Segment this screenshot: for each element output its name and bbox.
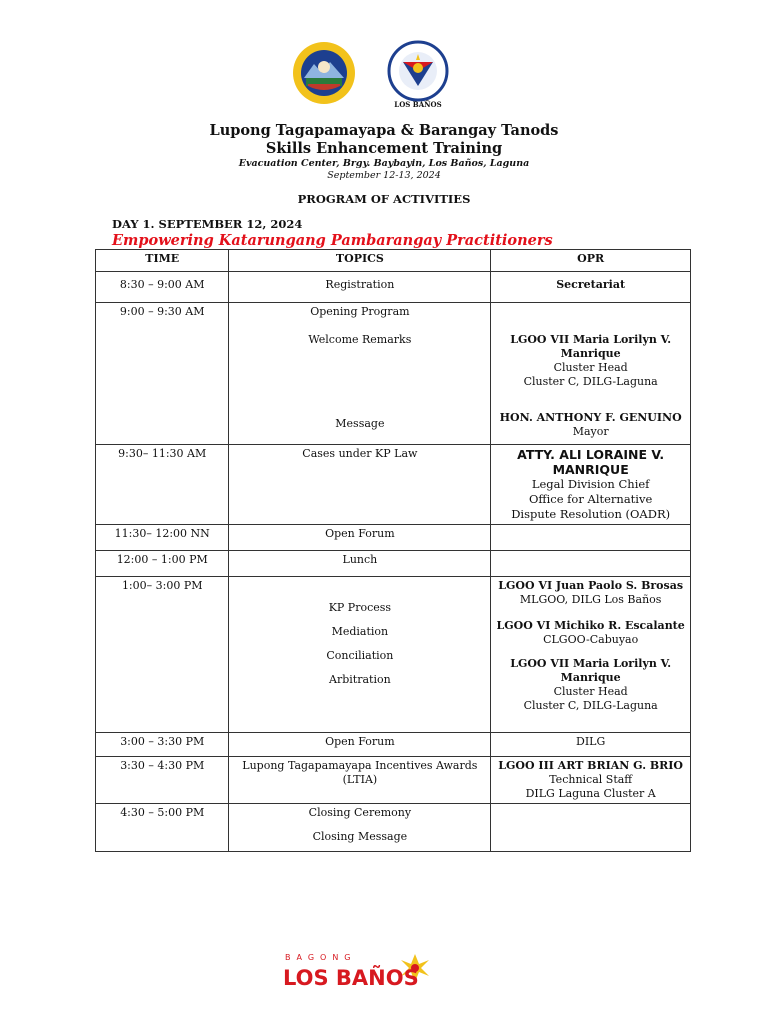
seal-caption: LOS BAÑOS [394,100,442,109]
opr-cell [491,525,691,551]
opr-role: Cluster Head [553,361,628,374]
opr-office: Dispute Resolution (OADR) [511,507,671,521]
table-row [96,272,691,303]
opr-cell [491,445,691,525]
table-row [96,804,691,852]
table-header-row [96,250,691,272]
opr-name: LGOO VI Juan Paolo S. Brosas [498,579,684,592]
topic-text: Opening Program [310,305,410,318]
time-text: 12:00 – 1:00 PM [116,553,208,566]
table-row [96,757,691,804]
table-row [96,551,691,577]
table-row [96,445,691,525]
bagong-los-banos-logo [283,950,433,990]
time-text: 4:30 – 5:00 PM [120,806,205,819]
time-text: 9:30– 11:30 AM [118,447,207,460]
opr-name: LGOO VII Maria Lorilyn V. Manrique [510,657,672,684]
time-text: 9:00 – 9:30 AM [119,305,205,318]
topic-cell [229,757,491,804]
opr-role: CLGOO-Cabuyao [543,633,639,646]
table-row [96,733,691,757]
theme-title: Empowering Katarungang Pambarangay Practitioners [112,232,553,249]
time-cell [96,445,229,525]
opr-cell [491,577,691,733]
document-header [0,122,768,182]
opr-cell [491,272,691,303]
opr-text: DILG [576,735,606,748]
time-cell [96,303,229,445]
opr-cell [491,303,691,445]
time-text: 11:30– 12:00 NN [114,527,210,540]
topic-text: Mediation [331,625,389,638]
event-title: Lupong Tagapamayapa & Barangay Tanods [209,122,559,139]
topic-text: Conciliation [326,649,394,662]
time-cell [96,525,229,551]
time-cell [96,733,229,757]
topic-cell [229,303,491,445]
time-cell [96,757,229,804]
opr-office: DILG Laguna Cluster A [525,787,656,800]
opr-office: Office for Alternative [529,492,653,506]
opr-cell [491,551,691,577]
footer-small-text: BAGONG [285,953,357,962]
topic-text: KP Process [328,601,392,614]
opr-cell [491,757,691,804]
opr-role: Cluster Head [553,685,628,698]
opr-cell [491,733,691,757]
topic-cell [229,804,491,852]
time-cell [96,804,229,852]
table-row [96,525,691,551]
opr-name: LGOO III ART BRIAN G. BRIO [498,759,684,772]
header-topics: TOPICS [229,250,491,272]
opr-role: Legal Division Chief [531,477,650,491]
topic-text: Closing Ceremony [308,806,412,819]
program-title: PROGRAM OF ACTIVITIES [297,192,471,206]
opr-name: ATTY. ALI LORAINE V. MANRIQUE [517,447,665,477]
topic-text: Registration [325,278,395,291]
day-label: DAY 1. SEPTEMBER 12, 2024 [112,217,303,231]
table-row [96,577,691,733]
opr-office: Cluster C, DILG-Laguna [523,699,658,712]
event-subtitle: Skills Enhancement Training [265,140,503,157]
time-text: 3:00 – 3:30 PM [120,735,205,748]
opr-cell [491,804,691,852]
opr-role: Technical Staff [549,773,633,786]
time-cell [96,551,229,577]
topic-text: Open Forum [325,735,395,748]
topic-text: Open Forum [325,527,395,540]
event-venue: Evacuation Center, Brgy. Baybayin, Los Baños, Laguna [238,158,530,169]
topic-text: Welcome Remarks [308,333,412,346]
time-text: 1:00– 3:00 PM [121,579,203,592]
opr-role: Mayor [572,425,609,438]
topic-text: Message [335,417,385,430]
los-banos-seal-logo [282,40,366,106]
header-opr: OPR [491,250,691,272]
topic-cell [229,733,491,757]
topic-text: Lupong Tagapamayapa Incentives Awards [242,759,478,772]
schedule-table [95,249,691,852]
opr-office: Cluster C, DILG-Laguna [523,375,658,388]
time-cell [96,577,229,733]
opr-text: Secretariat [556,278,626,291]
time-text: 8:30 – 9:00 AM [119,278,205,291]
topic-text: (LTIA) [342,773,378,786]
topic-text: Arbitration [329,673,391,686]
time-text: 3:30 – 4:30 PM [120,759,205,772]
opr-name: LGOO VII Maria Lorilyn V. Manrique [510,333,672,360]
event-date: September 12-13, 2024 [327,170,441,181]
topic-cell [229,445,491,525]
topic-cell [229,525,491,551]
topic-cell [229,551,491,577]
logo-area [0,40,768,112]
opr-role: MLGOO, DILG Los Baños [519,593,662,606]
topic-text: Cases under KP Law [302,447,418,460]
topic-text: Lunch [342,553,378,566]
header-time: TIME [96,250,229,272]
peace-and-order-council-logo [381,40,455,102]
table-row [96,303,691,445]
time-cell [96,272,229,303]
topic-text: Closing Message [312,830,408,843]
topic-cell [229,577,491,733]
opr-name: LGOO VI Michiko R. Escalante [496,619,685,632]
footer-wordmark: LOS BAÑOS [283,966,419,990]
topic-cell [229,272,491,303]
opr-name: HON. ANTHONY F. GENUINO [499,411,682,424]
